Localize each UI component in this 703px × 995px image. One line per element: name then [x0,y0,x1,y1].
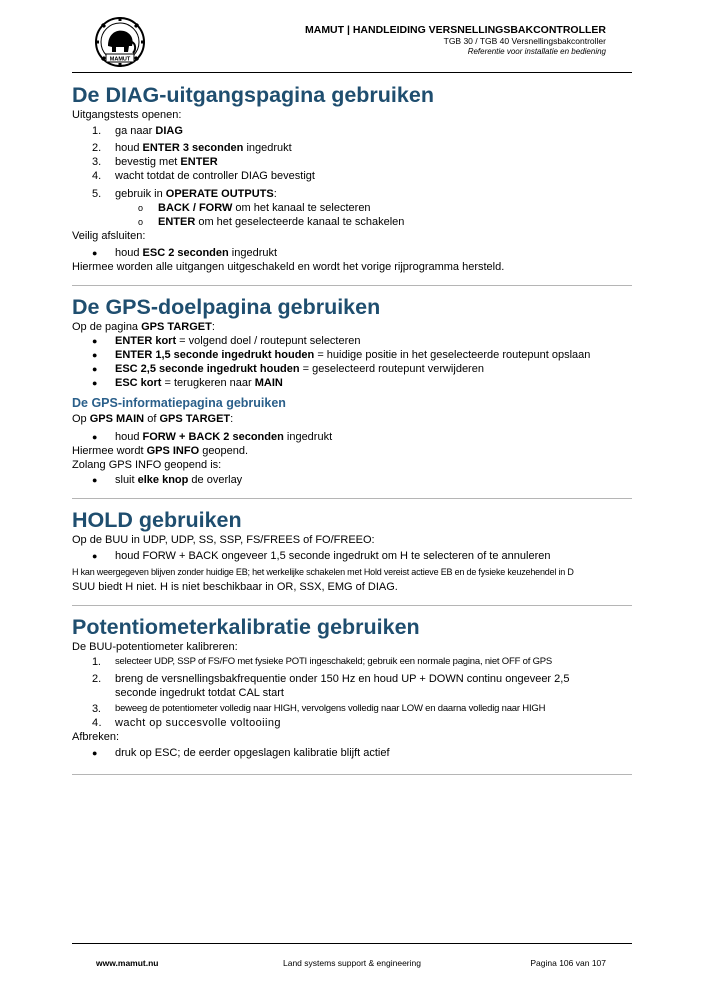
gps-info-while-items [72,473,632,487]
diag-close-items [72,246,632,260]
list-item: 2. breng de versnellingsbakfrequentie onder 150 Hz en houd UP + DOWN continu ongeveer 2,5 seconde ingedrukt totdat CAL start [92,673,570,699]
header-rule [72,72,632,73]
diag-open-label: Uitgangstests openen: [72,109,182,121]
footer-page-number: Pagina 106 van 107 [530,958,606,968]
gps-info-while: Zolang GPS INFO geopend is: [72,459,222,471]
section-divider [72,498,632,499]
list-item: 4. wacht op succesvolle voltooiing [92,717,281,729]
list-item: o ENTER om het geselecteerde kanaal te schakelen [138,216,405,228]
section-hold [72,507,632,594]
footer-tagline: Land systems support & engineering [283,958,421,968]
list-item: ● ENTER kort = volgend doel / routepunt selecteren [92,335,361,347]
section-title: De DIAG-uitgangspagina gebruiken [72,83,434,107]
page-header [72,14,632,72]
list-item: ● ESC kort = terugkeren naar MAIN [92,377,283,389]
list-item: 2. houd ENTER 3 seconden ingedrukt [92,142,292,154]
poti-intro: De BUU-potentiometer kalibreren: [72,641,238,653]
gps-info-note: Hiermee wordt GPS INFO geopend. [72,445,249,457]
hold-note-small: H kan weergegeven blijven zonder huidige EB; het werkelijke schakelen met Hold vereist actieve EB en de fysieke keuzehendel in D [72,567,574,577]
list-item: ● houd FORW + BACK 2 seconden ingedrukt [92,431,333,443]
gps-info-items [72,430,632,444]
section-divider [72,285,632,286]
diag-steps [72,124,632,201]
list-item: ● houd ESC 2 seconden ingedrukt [92,247,278,259]
section-title: HOLD gebruiken [72,508,242,532]
poti-abort-label: Afbreken: [72,731,120,743]
list-item: ● ESC 2,5 seconde ingedrukt houden = geselecteerd routepunt verwijderen [92,363,484,375]
list-item: 5. gebruik in OPERATE OUTPUTS: [92,188,277,200]
diag-close-label: Veilig afsluiten: [72,230,146,242]
logo-text: MAMUT [109,56,131,63]
hold-items [72,549,632,563]
hold-intro: Op de BUU in UDP, UDP, SS, SSP, FS/FREES of FO/FREEO: [72,534,375,546]
section-title: Potentiometerkalibratie gebruiken [72,615,420,639]
poti-steps [72,655,632,730]
mamut-logo [94,16,146,68]
list-item: 3. beweeg de potentiometer volledig naar HIGH, vervolgens volledig naar LOW en daarna volledig naar HIGH [92,703,546,715]
section-divider [72,605,632,606]
footer-rule [72,943,632,944]
list-item: 1. ga naar DIAG [92,125,183,137]
list-item: ● druk op ESC; de eerder opgeslagen kalibratie blijft actief [92,747,390,759]
footer-website: www.mamut.nu [96,958,159,968]
section-divider [72,774,632,775]
subsection-title: De GPS-informatiepagina gebruiken [72,396,286,410]
list-item: 4. wacht totdat de controller DIAG bevestigt [92,170,315,182]
list-item: o BACK / FORW om het kanaal te selecteren [138,202,371,214]
header-title: MAMUT | HANDLEIDING VERSNELLINGSBAKCONTROLLER [304,24,606,36]
list-item: 3. bevestig met ENTER [92,156,218,168]
list-item: ● ENTER 1,5 seconde ingedrukt houden = huidige positie in het geselecteerde routepunt opslaan [92,349,591,361]
header-subtitle: TGB 30 / TGB 40 Versnellingsbakcontroller [443,36,606,46]
section-poti [72,614,632,760]
list-item: ● houd FORW + BACK ongeveer 1,5 seconde ingedrukt om H te selecteren of te annuleren [92,550,551,562]
section-title: De GPS-doelpagina gebruiken [72,295,381,319]
section-gps [72,294,632,487]
diag-substeps [72,201,632,229]
gps-intro: Op de pagina GPS TARGET: [72,321,215,333]
page-content [72,82,632,783]
poti-abort-items [72,746,632,760]
list-item: 1. selecteer UDP, SSP of FS/FO met fysieke POTI ingeschakeld; gebruik een normale pagina, niet OFF of GPS [92,656,553,668]
gps-info-intro: Op GPS MAIN of GPS TARGET: [72,413,234,425]
diag-close-note: Hiermee worden alle uitgangen uitgeschakeld en wordt het vorige rijprogramma hersteld. [72,261,505,273]
list-item: ● sluit elke knop de overlay [92,474,243,486]
header-note: Referentie voor installatie en bediening [467,47,606,56]
gps-items [72,334,632,390]
section-diag [72,82,632,274]
hold-note: SUU biedt H niet. H is niet beschikbaar in OR, SSX, EMG of DIAG. [72,581,398,593]
